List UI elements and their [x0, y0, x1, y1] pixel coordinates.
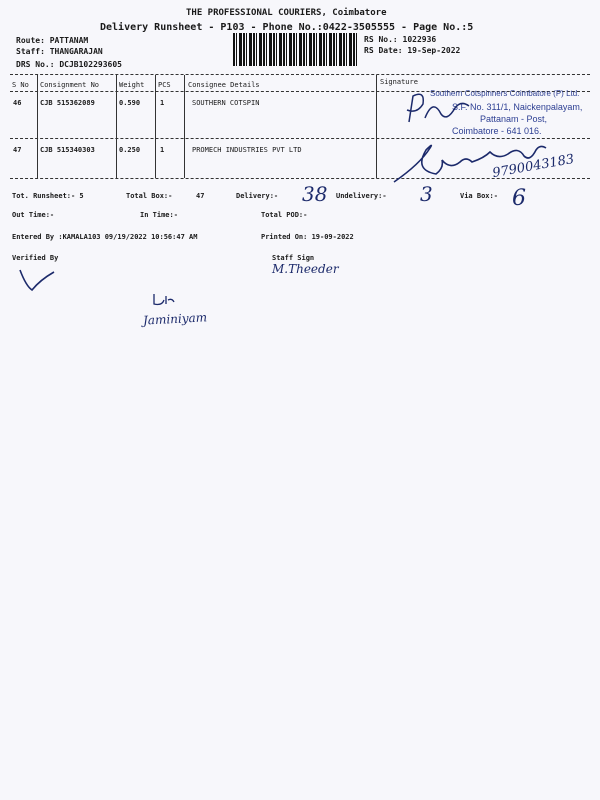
row-weight: 0.250: [119, 146, 141, 154]
runsheet-title: Delivery Runsheet - P103 - Phone No.:0422-3505555 - Page No.:5: [100, 22, 474, 33]
out-time-label: Out Time:-: [12, 211, 55, 219]
stamp-line: S.F. No. 311/1, Naickenpalayam,: [452, 102, 583, 112]
tot-runsheet: Tot. Runsheet:- 5: [12, 192, 84, 200]
stamp-line: Coimbatore - 641 016.: [452, 126, 542, 136]
col-divider: [376, 75, 377, 178]
column-header: PCS: [158, 81, 171, 89]
rs-number: RS No.: 1022936: [364, 35, 437, 44]
staff-label: Staff: THANGARAJAN: [16, 47, 103, 56]
undelivery-label: Undelivery:-: [336, 192, 387, 200]
col-divider: [184, 75, 185, 178]
entered-by: Entered By :KAMALA103 09/19/2022 10:56:47 AM: [12, 233, 198, 241]
row-pcs: 1: [160, 99, 165, 107]
column-header: Consignee Details: [188, 81, 260, 89]
drs-number: DRS No.: DCJB102293605: [16, 60, 122, 69]
row-consignment: CJB 515362089: [40, 99, 95, 107]
stamp-line: Pattanam - Post,: [480, 114, 548, 124]
verifier-initials: [150, 292, 176, 308]
col-divider: [37, 75, 38, 178]
row-consignment: CJB 515340303: [40, 146, 95, 154]
row-consignee: PROMECH INDUSTRIES PVT LTD: [192, 146, 302, 154]
route-label: Route: PATTANAM: [16, 36, 89, 45]
table-top-rule: [10, 74, 590, 75]
delivery-count: 38: [302, 182, 328, 206]
verified-by-label: Verified By: [12, 254, 59, 262]
row-weight: 0.590: [119, 99, 141, 107]
in-time-label: In Time:-: [140, 211, 178, 219]
printed-on: Printed On: 19-09-2022: [261, 233, 354, 241]
verifier-name-signature: Jaminiyam: [142, 310, 208, 328]
column-header: S No: [12, 81, 29, 89]
delivery-label: Delivery:-: [236, 192, 279, 200]
column-header: Consignment No: [40, 81, 100, 89]
column-header: Weight: [119, 81, 145, 89]
undelivery-count: 3: [420, 182, 433, 206]
row-consignee: SOUTHERN COTSPIN: [192, 99, 260, 107]
column-header: Signature: [380, 78, 418, 86]
row-sno: 46: [13, 99, 22, 107]
total-box-value: 47: [196, 192, 205, 200]
stamp-line: Southern Cotspinners Coimbatore (P) Ltd.: [430, 89, 580, 98]
via-box-count: 6: [512, 186, 526, 211]
staff-sign-label: Staff Sign: [272, 254, 315, 262]
staff-signature: M.Theeder: [272, 262, 339, 276]
total-pod-label: Total POD:-: [261, 211, 308, 219]
consignee-signature-1: [395, 88, 475, 128]
via-box-label: Via Box:-: [460, 192, 498, 200]
handwritten-phone: 9790043183: [491, 151, 576, 182]
col-divider: [155, 75, 156, 178]
row-pcs: 1: [160, 146, 165, 154]
barcode-image: [233, 33, 359, 66]
total-box-label: Total Box:-: [126, 192, 173, 200]
company-title: THE PROFESSIONAL COURIERS, Coimbatore: [186, 8, 387, 18]
col-divider: [116, 75, 117, 178]
row-sno: 47: [13, 146, 22, 154]
verifier-tick-signature: [18, 266, 58, 294]
row-separator: [10, 138, 590, 139]
rs-date: RS Date: 19-Sep-2022: [364, 46, 461, 55]
